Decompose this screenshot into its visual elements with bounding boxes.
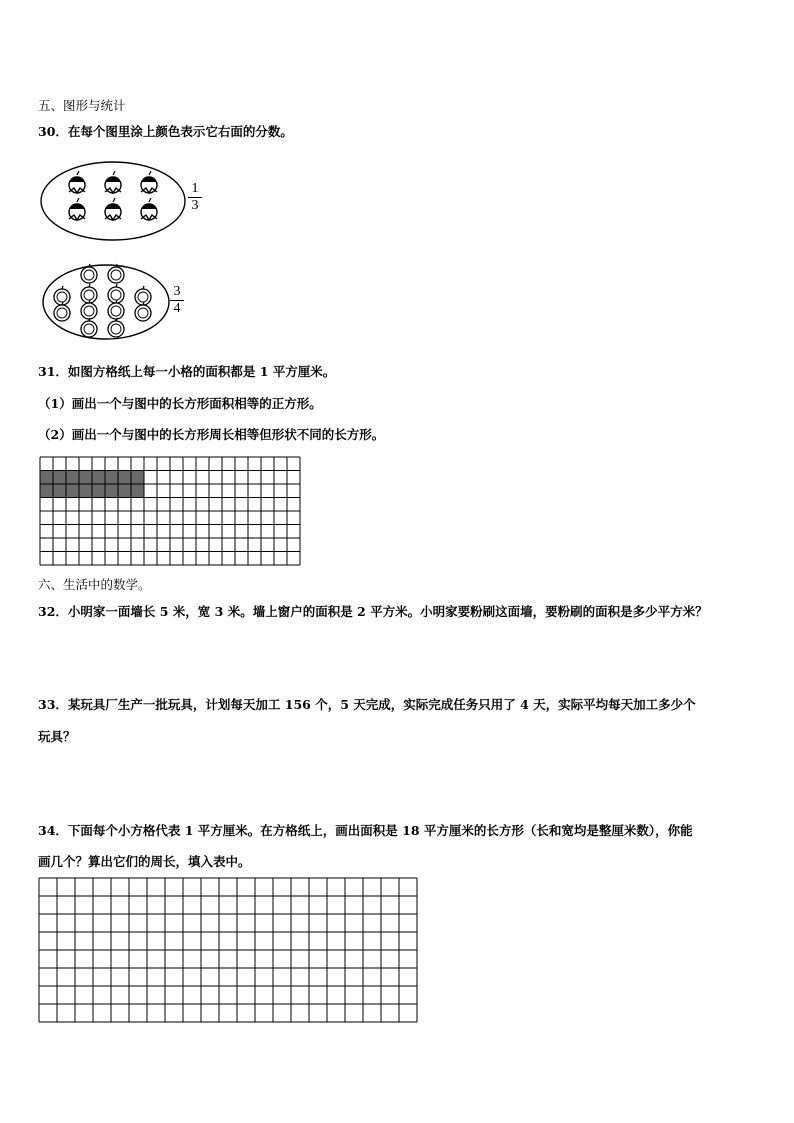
q30-figure2[interactable] bbox=[42, 263, 172, 343]
section5-title: 五、图形与统计 bbox=[38, 98, 126, 113]
q30-fraction1 bbox=[188, 182, 202, 213]
fraction1-denominator: 3 bbox=[191, 198, 199, 213]
q34-line2: 画几个？算出它们的周长，填入表中。 bbox=[38, 854, 251, 869]
q31-grid[interactable] bbox=[40, 457, 302, 565]
apple-icon bbox=[81, 284, 97, 303]
q33-line2: 玩具？ bbox=[38, 729, 76, 744]
apple-icon bbox=[81, 318, 97, 337]
apple-icon bbox=[108, 318, 124, 337]
apple-icon bbox=[135, 302, 151, 321]
fruit-icon bbox=[69, 198, 85, 220]
q30-figure1[interactable] bbox=[40, 160, 190, 242]
q31-part2: （2）画出一个与图中的长方形周长相等但形状不同的长方形。 bbox=[38, 427, 385, 442]
fraction1-numerator: 1 bbox=[191, 181, 199, 196]
apple-icon bbox=[54, 286, 70, 305]
section6-title: 六、生活中的数学。 bbox=[38, 577, 151, 592]
apple-icon bbox=[81, 300, 97, 319]
q31-text: 31．如图方格纸上每一小格的面积都是 1 平方厘米。 bbox=[38, 364, 336, 379]
fruit-icon bbox=[69, 171, 85, 193]
apple-icon bbox=[108, 264, 124, 283]
q33-line1: 33．某玩具厂生产一批玩具，计划每天加工 156 个，5 天完成，实际完成任务只用了 4 天，实际平均每天加工多少个 bbox=[38, 697, 696, 712]
q34-grid[interactable] bbox=[39, 878, 417, 1021]
apple-icon bbox=[135, 286, 151, 305]
q34-line1: 34．下面每个小方格代表 1 平方厘米。在方格纸上，画出面积是 18 平方厘米的长方形（长和宽均是整厘米数），你能 bbox=[38, 823, 693, 838]
apple-icon bbox=[54, 302, 70, 321]
fruit-icon bbox=[105, 198, 121, 220]
apple-icon bbox=[108, 284, 124, 303]
fruit-icon bbox=[105, 171, 121, 193]
q30-fraction2 bbox=[170, 285, 184, 316]
fruit-icon bbox=[141, 198, 157, 220]
fraction2-numerator: 3 bbox=[173, 284, 181, 299]
q30-text: 30．在每个图里涂上颜色表示它右面的分数。 bbox=[38, 124, 293, 139]
q32-text: 32．小明家一面墙长 5 米，宽 3 米。墙上窗户的面积是 2 平方米。小明家要粉刷这面墙，要粉刷的面积是多少平方米？ bbox=[38, 604, 708, 619]
fraction2-denominator: 4 bbox=[173, 301, 181, 316]
apple-icon bbox=[108, 300, 124, 319]
fruit-icon bbox=[141, 171, 157, 193]
q31-part1: （1）画出一个与图中的长方形面积相等的正方形。 bbox=[38, 396, 322, 411]
